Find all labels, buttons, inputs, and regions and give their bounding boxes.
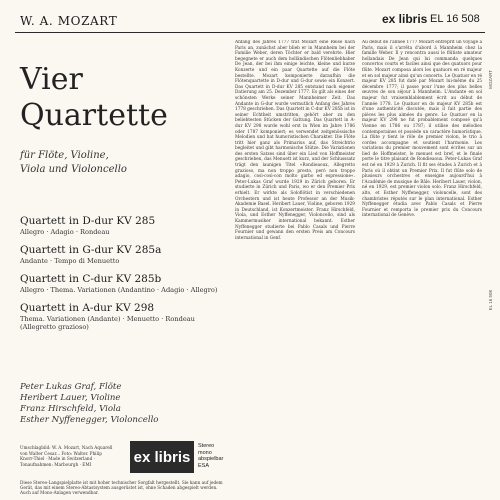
- title-line-2: Quartette: [20, 98, 168, 133]
- composer-name: W. A. MOZART: [20, 14, 118, 28]
- piece-title: Quartett in A-dur KV 298: [20, 302, 155, 314]
- catalog-number: EL 16 508: [430, 13, 480, 25]
- stereo-text: Stereo: [198, 443, 215, 449]
- spine: [486, 60, 496, 480]
- piece-movements: Thema. Variationen (Andante) · Menuetto · Rondeau (Allegretto grazioso): [20, 315, 195, 331]
- stereo-label: [198, 443, 230, 469]
- credits-text: Umschlagbild: W. A. Mozart, Nach Aquarell von Walter Cesar... Foto: Walter. Philip Knorr-Thiel · Made in Switzerland · Tonaufnahmen: Marbourgh · EMI: [20, 445, 113, 467]
- left-column: [20, 40, 230, 500]
- liner-notes-french: Au début de l'année 1777 Mozart entreprit un voyage à Paris, mais il s'arrêta d'abord à Mannheim chez la famille Weber. Il y rencontra aussi le flûtiste amateur hollandais De Jean qui lui commanda quelques concertos courts et faciles ainsi que des quatuors pour flûte. Mozart composa alors les quatuors en ré majeur et en sol majeur ainsi qu'un concerto. Le Quatuor en ré majeur KV 285 fut daté par Mozart lui-même du 25 décembre 1777; il passe pour l'une des plus belles œuvres de son séjour à Mannheim. L'Andante en sol majeur fut vraisemblablement écrit au début de l'année 1778. Le Quatuor en do majeur KV 285b est d'une authenticité discutée, mais il fait partie des pièces les plus aimées du genre. Le Quatuor en la majeur KV 298 ne fut probablement composé qu'à Vienne en 1786 ou 1787; il utilise des mélodies contemporaines et possède un caractère humoristique. La flûte y tient le rôle de premier violon, le trio à cordes accompagne et soutient l'harmonie. Les variations du premier mouvement sont écrites sur un lied de Hoffmeister, le menuet est bref, et le finale porte le titre plaisant de Rondieaoux. Peter-Lukas Graf est né en 1929 à Zurich. Il fit ses études à Zurich et à Paris où il obtint un Premier Prix. Il fut flûte solo de plusieurs orchestres et enseigne aujourd'hui à l'Académie de musique de Bâle. Heribert Lauer, violon, né en 1929, est premier violon solo. Franz Hirschfeld, alto, et Esther Nyffenegger, violoncelle, sont des chambristes réputés sur le plan international. Esther Nyffenegger étudia avec Pablo Casals et Pierre Fournier et remporta le premier prix du Concours international de Genève.: [362, 40, 482, 219]
- piece-title: Quartett in C-dur KV 285b: [20, 273, 162, 285]
- brand-label: ex libris: [382, 12, 428, 26]
- liner-notes-german: Anfang des Jahres 1777 trat Mozart eine Reise nach Paris an, zunächst aber blieb er in Mannheim bei der Familie Weber, deren Töchter er bald verehrte. Hier begegnete er auch dem holländischen Flötenliebhaber De Jean, der bei ihm einige leichte, kleine und kurze Konzerte und ein paar Quartette auf die Flöte bestellte. Mozart komponierte daraufhin die Flötenquartette in D-dur und G-dur sowie ein Konzert. Das Quartett in D-dur KV 285 entstand nach eigener Datierung am 25. Dezember 1777. Es gilt als eines der schönsten Werke seiner Mannheimer Zeit. Das Andante in G-dur wurde vermutlich Anfang des Jahres 1778 geschrieben. Das Quartett in C-dur KV 285b ist in seiner Echtheit umstritten, gehört aber zu den beliebtesten Stücken der Gattung. Das Quartett in A-dur KV 298 wurde wohl erst in Wien im Jahre 1786 oder 1787 komponiert; es verwendet zeitgenössische Melodien und hat humoristischen Charakter. Die Flöte tritt hier ganz als Primarius auf, das Streichtrio begleitet und gibt harmonische Stütze. Die Variationen des ersten Satzes sind über ein Lied von Hoffmeister geschrieben, das Menuett ist kurz, und der Schlusssatz trägt den launigen Titel »Rondieaoux, Allegretto grazioso, ma non troppo presto, però non troppo adagio, così-così-con molto garbo ed espressione«. Peter-Lukas Graf wurde 1929 in Zürich geboren. Er studierte in Zürich und Paris, wo er den Premier Prix erhielt. Er wirkte als Soloflötist in verschiedenen Orchestern und ist heute Professor an der Musik-Akademie Basel. Heribert Lauer, Violine, geboren 1929 in Deutschland, ist Konzertmeister. Franz Hirschfeld, Viola, und Esther Nyffenegger, Violoncello, sind als Kammermusiker international bekannt. Esther Nyffenegger studierte bei Pablo Casals und Pierre Fournier und gewann den ersten Preis am Concours international in Genf.: [235, 40, 355, 241]
- performer: Heribert Lauer, Violine: [20, 393, 121, 403]
- spine-catalog: EL 16 508: [488, 290, 493, 311]
- piece-movements: Allegro · Adagio · Rondeau: [20, 228, 110, 236]
- mono-text: mono abspielbar: [198, 449, 224, 462]
- subtitle-line-2: Viola und Violoncello: [20, 164, 127, 175]
- piece-movements: Andante · Tempo di Menuetto: [20, 257, 120, 265]
- ex-libris-logo: [130, 441, 194, 473]
- piece-title: Quartett in G-dur KV 285a: [20, 244, 162, 256]
- piece-movements: Allegro · Thema. Variationen (Andantino · Adagio · Allegro): [20, 286, 218, 294]
- footnote-text: Diese Stereo-Langspielplatte ist mit hoher technischer Sorgfalt hergestellt. Sie kann auf jedem Gerät, das mit einem Stereo-Abtastsystem ausgerüstet ist, ohne Schaden abgespielt werden. Auch auf Mono-Anlagen verwendbar.: [20, 480, 223, 496]
- logo-text: ex libris: [133, 448, 191, 466]
- spine-composer: MOZART: [488, 70, 493, 89]
- performer: Peter Lukas Graf, Flöte: [20, 382, 122, 392]
- stereo-note: ESA: [198, 462, 210, 469]
- performers-list: [20, 382, 230, 426]
- performer: Franz Hirschfeld, Viola: [20, 404, 121, 414]
- piece-title: Quartett in D-dur KV 285: [20, 215, 156, 227]
- program-list: [20, 215, 230, 339]
- performer: Esther Nyffenegger, Violoncello: [20, 415, 159, 425]
- title-line-1: Vier: [20, 62, 83, 97]
- subtitle-line-1: für Flöte, Violine,: [20, 150, 109, 161]
